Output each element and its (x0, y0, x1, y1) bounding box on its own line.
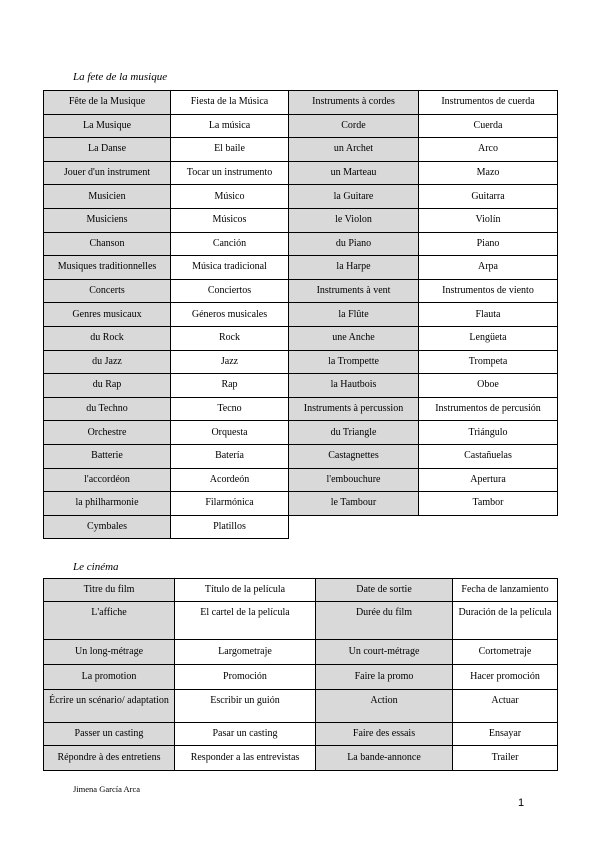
table-cell: un Marteau (289, 161, 419, 185)
table-row (44, 114, 558, 138)
table-cell: Rap (171, 374, 289, 398)
table-row (44, 690, 558, 723)
table-cell: Actuar (453, 690, 558, 723)
table-cell: Orchestre (44, 421, 171, 445)
table-row (44, 640, 558, 665)
table-cell: la Harpe (289, 256, 419, 280)
table-cell: Passer un casting (44, 723, 175, 746)
table-cell: Triángulo (419, 421, 558, 445)
table-cell: L'affiche (44, 602, 175, 640)
table-row (44, 279, 558, 303)
table-cell: La promotion (44, 665, 175, 690)
table-row (44, 350, 558, 374)
table-cell: Lengüeta (419, 326, 558, 350)
table-cell: Fecha de lanzamiento (453, 579, 558, 602)
table-row (44, 665, 558, 690)
table-cell: Responder a las entrevistas (175, 746, 316, 771)
table-row (44, 602, 558, 640)
table-row (44, 468, 558, 492)
cinema-vocabulary-table (43, 578, 558, 771)
table-cell: du Rock (44, 326, 171, 350)
table-cell: Canción (171, 232, 289, 256)
table-cell: Piano (419, 232, 558, 256)
table-cell: Concerts (44, 279, 171, 303)
author-name: Jimena García Arca (73, 784, 141, 794)
table-cell: Promoción (175, 665, 316, 690)
table-cell: Musicien (44, 185, 171, 209)
table-cell: un Archet (289, 138, 419, 162)
table-cell: Instruments à vent (289, 279, 419, 303)
table-cell: Batterie (44, 444, 171, 468)
table-cell: Instrumentos de percusión (419, 397, 558, 421)
table-cell: l'accordéon (44, 468, 171, 492)
table-cell: Date de sortie (316, 579, 453, 602)
table-row (44, 256, 558, 280)
table-cell: Arco (419, 138, 558, 162)
table-row (44, 161, 558, 185)
table-cell: Répondre à des entretiens (44, 746, 175, 771)
table-cell: Tocar un instrumento (171, 161, 289, 185)
table-cell: Música tradicional (171, 256, 289, 280)
table-cell: Cuerda (419, 114, 558, 138)
table-cell: Instruments à percussion (289, 397, 419, 421)
table-cell: la Hautbois (289, 374, 419, 398)
table-cell: Jouer d'un instrument (44, 161, 171, 185)
table-cell: du Triangle (289, 421, 419, 445)
table-cell: Trompeta (419, 350, 558, 374)
table-cell: Rock (171, 326, 289, 350)
table-row (44, 232, 558, 256)
table-cell: Músicos (171, 208, 289, 232)
table-cell: Durée du film (316, 602, 453, 640)
table-row (44, 492, 558, 516)
table-cell: l'embouchure (289, 468, 419, 492)
table-cell: Batería (171, 444, 289, 468)
table-cell: une Anche (289, 326, 419, 350)
music-vocabulary-table (43, 90, 558, 539)
table-cell: Ensayar (453, 723, 558, 746)
table-cell: Instrumentos de viento (419, 279, 558, 303)
table-row (44, 91, 558, 115)
table-cell: Trailer (453, 746, 558, 771)
table-cell: la philharmonie (44, 492, 171, 516)
table-cell: Instruments à cordes (289, 91, 419, 115)
table-cell: Chanson (44, 232, 171, 256)
table-cell: du Jazz (44, 350, 171, 374)
table-row (44, 579, 558, 602)
table-cell: Oboe (419, 374, 558, 398)
music-section-heading: La fete de la musique (73, 71, 168, 83)
table-cell: du Techno (44, 397, 171, 421)
table-cell: Escribir un guión (175, 690, 316, 723)
table-cell: Músico (171, 185, 289, 209)
table-cell: Musiciens (44, 208, 171, 232)
table-cell: La Danse (44, 138, 171, 162)
table-row (44, 303, 558, 327)
table-cell: Orquesta (171, 421, 289, 445)
table-cell: Cortometraje (453, 640, 558, 665)
table-cell: Guitarra (419, 185, 558, 209)
table-cell: Mazo (419, 161, 558, 185)
table-row (44, 138, 558, 162)
table-cell: Un court-métrage (316, 640, 453, 665)
table-row (44, 421, 558, 445)
table-cell: Hacer promoción (453, 665, 558, 690)
table-row (44, 515, 558, 539)
table-cell: Jazz (171, 350, 289, 374)
table-cell: Acordeón (171, 468, 289, 492)
table-cell: Arpa (419, 256, 558, 280)
table-row (44, 185, 558, 209)
table-cell: le Violon (289, 208, 419, 232)
table-row (44, 444, 558, 468)
page-number: 1 (518, 797, 525, 809)
table-cell: Tambor (419, 492, 558, 516)
table-cell: Faire la promo (316, 665, 453, 690)
table-cell: Castañuelas (419, 444, 558, 468)
table-cell: le Tambour (289, 492, 419, 516)
table-cell: Violín (419, 208, 558, 232)
table-cell: la Flûte (289, 303, 419, 327)
table-cell: du Rap (44, 374, 171, 398)
table-row (44, 208, 558, 232)
table-cell: Fiesta de la Música (171, 91, 289, 115)
table-row (44, 397, 558, 421)
table-cell: Géneros musicales (171, 303, 289, 327)
table-cell: Conciertos (171, 279, 289, 303)
table-cell: Titre du film (44, 579, 175, 602)
table-cell: du Piano (289, 232, 419, 256)
table-cell: Apertura (419, 468, 558, 492)
cinema-section-heading: Le cinéma (73, 561, 119, 573)
table-row (44, 723, 558, 746)
table-cell: Musiques traditionnelles (44, 256, 171, 280)
table-cell: La bande-annonce (316, 746, 453, 771)
table-row (44, 326, 558, 350)
table-cell: Pasar un casting (175, 723, 316, 746)
table-cell: Instrumentos de cuerda (419, 91, 558, 115)
table-cell: la Trompette (289, 350, 419, 374)
table-cell: Action (316, 690, 453, 723)
table-cell: Corde (289, 114, 419, 138)
table-cell: Filarmónica (171, 492, 289, 516)
table-cell: Largometraje (175, 640, 316, 665)
table-cell: Flauta (419, 303, 558, 327)
table-cell: Fête de la Musique (44, 91, 171, 115)
table-cell: Duración de la película (453, 602, 558, 640)
table-cell: La música (171, 114, 289, 138)
table-cell: la Guitare (289, 185, 419, 209)
table-cell: Cymbales (44, 515, 171, 539)
table-cell: Un long-métrage (44, 640, 175, 665)
table-cell: La Musique (44, 114, 171, 138)
table-cell: Tecno (171, 397, 289, 421)
table-cell: El cartel de la película (175, 602, 316, 640)
table-cell: Platillos (171, 515, 289, 539)
table-cell: Castagnettes (289, 444, 419, 468)
table-cell: Título de la película (175, 579, 316, 602)
table-cell: El baile (171, 138, 289, 162)
table-row (44, 746, 558, 771)
table-cell: Faire des essais (316, 723, 453, 746)
table-cell: Genres musicaux (44, 303, 171, 327)
table-cell: Écrire un scénario/ adaptation (44, 690, 175, 723)
table-row (44, 374, 558, 398)
